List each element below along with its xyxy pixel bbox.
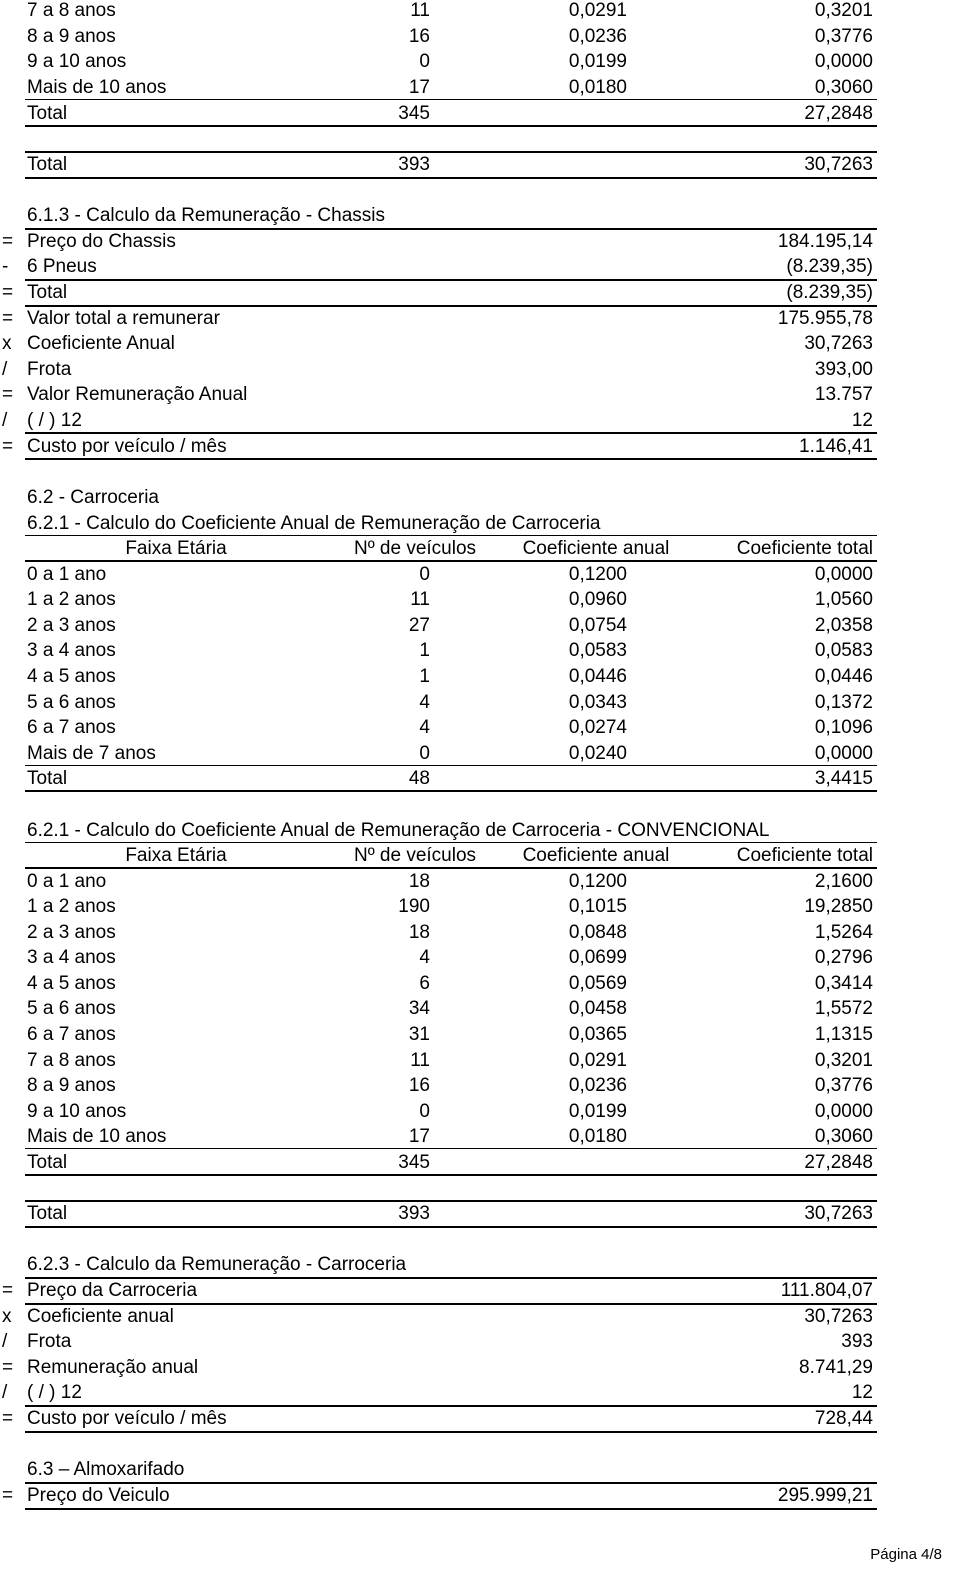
section-title-text: 6.3 – Almoxarifado: [27, 1459, 185, 1480]
row-label: 6 a 7 anos: [27, 1024, 116, 1045]
row-coef-total: 0,0000: [814, 51, 873, 72]
table-row: [0, 75, 960, 100]
section-title: [0, 1457, 960, 1482]
row-coef-anual: 0,0754: [568, 615, 627, 636]
row-label: 7 a 8 anos: [27, 1050, 116, 1071]
operator: x: [2, 333, 12, 354]
calc-value: 175.955,78: [777, 308, 873, 329]
row-coef-anual: 0,1015: [568, 896, 627, 917]
table-row: [0, 49, 960, 74]
row-count: 31: [408, 1024, 430, 1045]
table-row: [0, 971, 960, 996]
row-coef-anual: 0,0365: [568, 1024, 627, 1045]
row-label: 3 a 4 anos: [27, 947, 116, 968]
table-row: [0, 690, 960, 715]
divider: [25, 1508, 877, 1510]
row-coef-anual: 0,0180: [568, 77, 627, 98]
column-header: Coeficiente anual: [522, 845, 670, 866]
calc-line: [0, 1483, 960, 1508]
row-label: 1 a 2 anos: [27, 589, 116, 610]
row-coef-total: 1,5572: [814, 998, 873, 1019]
calc-line: [0, 1304, 960, 1329]
row-count: 4: [419, 692, 430, 713]
grand-total-row: [0, 1201, 960, 1226]
total-label: Total: [27, 154, 68, 175]
divider: [25, 99, 877, 100]
row-label: Mais de 10 anos: [27, 1126, 167, 1147]
row-count: 0: [419, 1101, 430, 1122]
operator: /: [2, 359, 8, 380]
calc-value: 8.741,29: [799, 1357, 873, 1378]
operator: /: [2, 410, 8, 431]
section-title-text: 6.2.3 - Calculo da Remuneração - Carroceria: [27, 1254, 407, 1275]
section-title-text: 6.2 - Carroceria: [27, 487, 159, 508]
calc-line: [0, 357, 960, 382]
operator: =: [2, 282, 14, 303]
row-count: 4: [419, 947, 430, 968]
row-label: 7 a 8 anos: [27, 0, 116, 21]
table-row: [0, 920, 960, 945]
column-header: Nº de veículos: [353, 538, 477, 559]
row-coef-total: 0,3060: [814, 77, 873, 98]
operator: =: [2, 308, 14, 329]
table-row: [0, 562, 960, 587]
calc-line: [0, 1355, 960, 1380]
table-row: [0, 715, 960, 740]
row-count: 16: [408, 26, 430, 47]
total-count: 345: [398, 1152, 430, 1173]
operator: =: [2, 436, 14, 457]
row-coef-anual: 0,0458: [568, 998, 627, 1019]
table-row: [0, 741, 960, 766]
row-coef-anual: 0,0446: [568, 666, 627, 687]
operator: =: [2, 231, 14, 252]
divider: [25, 125, 877, 127]
row-count: 0: [419, 564, 430, 585]
total-label: Total: [27, 1203, 68, 1224]
row-count: 6: [419, 973, 430, 994]
table-row: [0, 1099, 960, 1124]
column-header: Coeficiente total: [736, 845, 873, 866]
divider: [25, 1174, 877, 1176]
calc-line: [0, 1278, 960, 1303]
calc-label: Remuneração anual: [27, 1357, 199, 1378]
row-label: 8 a 9 anos: [27, 1075, 116, 1096]
calc-label: Custo por veículo / mês: [27, 436, 227, 457]
calc-value: 12: [851, 410, 873, 431]
divider: [25, 458, 877, 460]
row-label: 8 a 9 anos: [27, 26, 116, 47]
calc-label: Preço do Veiculo: [27, 1485, 170, 1506]
row-coef-total: 0,0000: [814, 1101, 873, 1122]
row-label: 9 a 10 anos: [27, 1101, 127, 1122]
calc-label: Valor Remuneração Anual: [27, 384, 248, 405]
section-title: [0, 511, 960, 536]
calc-label: ( / ) 12: [27, 410, 82, 431]
row-label: 6 a 7 anos: [27, 717, 116, 738]
row-count: 1: [419, 640, 430, 661]
row-count: 11: [410, 1050, 430, 1071]
calc-value: (8.239,35): [786, 282, 873, 303]
row-count: 0: [419, 743, 430, 764]
table-row: [0, 587, 960, 612]
row-count: 16: [408, 1075, 430, 1096]
page-number: Página 4/8: [870, 1546, 942, 1563]
row-coef-total: 19,2850: [804, 896, 873, 917]
row-coef-total: 1,1315: [814, 1024, 873, 1045]
row-coef-total: 0,3201: [814, 0, 873, 21]
total-label: Total: [27, 768, 68, 789]
row-label: 3 a 4 anos: [27, 640, 116, 661]
row-coef-total: 0,3414: [814, 973, 873, 994]
calc-label: Total: [27, 282, 68, 303]
total-coef: 30,7263: [804, 1203, 873, 1224]
operator: =: [2, 384, 14, 405]
calc-label: Frota: [27, 1331, 72, 1352]
row-coef-total: 0,3060: [814, 1126, 873, 1147]
row-count: 27: [408, 615, 430, 636]
row-label: 0 a 1 ano: [27, 871, 107, 892]
calc-value: 295.999,21: [777, 1485, 873, 1506]
row-coef-total: 0,2796: [814, 947, 873, 968]
column-header: Nº de veículos: [353, 845, 477, 866]
row-label: 0 a 1 ano: [27, 564, 107, 585]
table-row: [0, 24, 960, 49]
calc-label: ( / ) 12: [27, 1382, 82, 1403]
calc-line: [0, 280, 960, 305]
table-row: [0, 1022, 960, 1047]
total-coef: 27,2848: [804, 1152, 873, 1173]
section-title-text: 6.2.1 - Calculo do Coeficiente Anual de Remuneração de Carroceria: [27, 513, 601, 534]
total-label: Total: [27, 1152, 68, 1173]
calc-line: [0, 434, 960, 459]
section-title: [0, 203, 960, 228]
table-row: [0, 1048, 960, 1073]
row-coef-anual: 0,0699: [568, 947, 627, 968]
calc-label: 6 Pneus: [27, 256, 97, 277]
table-row: [0, 638, 960, 663]
calc-value: 393,00: [814, 359, 873, 380]
grand-total-row: [0, 152, 960, 177]
calc-line: [0, 306, 960, 331]
total-row: [0, 766, 960, 791]
section-title-text: 6.2.1 - Calculo do Coeficiente Anual de Remuneração de Carroceria - CONVENCIONAL: [27, 820, 770, 841]
row-coef-total: 2,1600: [814, 871, 873, 892]
row-coef-anual: 0,0180: [568, 1126, 627, 1147]
calc-line: [0, 1329, 960, 1354]
table-row: [0, 996, 960, 1021]
total-count: 345: [398, 103, 430, 124]
row-count: 0: [419, 51, 430, 72]
calc-value: 111.804,07: [780, 1280, 873, 1301]
row-coef-total: 1,5264: [814, 922, 873, 943]
row-count: 190: [398, 896, 430, 917]
calc-value: 728,44: [814, 1408, 873, 1429]
total-row: [0, 101, 960, 126]
row-label: 2 a 3 anos: [27, 922, 116, 943]
table-row: [0, 894, 960, 919]
row-coef-total: 0,1096: [814, 717, 873, 738]
row-coef-total: 0,3776: [814, 26, 873, 47]
row-coef-anual: 0,0343: [568, 692, 627, 713]
operator: =: [2, 1408, 14, 1429]
row-coef-anual: 0,0291: [568, 0, 627, 21]
calc-label: Coeficiente anual: [27, 1306, 174, 1327]
row-coef-total: 0,0000: [814, 564, 873, 585]
row-label: 2 a 3 anos: [27, 615, 116, 636]
row-coef-anual: 0,0236: [568, 1075, 627, 1096]
column-header: Coeficiente anual: [522, 538, 670, 559]
row-coef-anual: 0,0848: [568, 922, 627, 943]
total-label: Total: [27, 103, 68, 124]
row-coef-anual: 0,0960: [568, 589, 627, 610]
row-coef-anual: 0,0569: [568, 973, 627, 994]
total-count: 393: [398, 154, 430, 175]
row-count: 11: [410, 0, 430, 21]
operator: /: [2, 1331, 8, 1352]
row-coef-total: 1,0560: [814, 589, 873, 610]
calc-value: 30,7263: [804, 1306, 873, 1327]
calc-line: [0, 331, 960, 356]
section-title: [0, 818, 960, 843]
row-label: 9 a 10 anos: [27, 51, 127, 72]
table-row: [0, 1073, 960, 1098]
operator: =: [2, 1485, 14, 1506]
section-title: [0, 1252, 960, 1277]
row-count: 1: [419, 666, 430, 687]
row-coef-total: 0,1372: [814, 692, 873, 713]
table-row: [0, 0, 960, 23]
divider: [25, 790, 877, 792]
row-label: 5 a 6 anos: [27, 692, 116, 713]
row-count: 4: [419, 717, 430, 738]
calc-line: [0, 1380, 960, 1405]
row-count: 17: [408, 77, 430, 98]
calc-line: [0, 254, 960, 279]
row-label: 1 a 2 anos: [27, 896, 116, 917]
calc-value: 30,7263: [804, 333, 873, 354]
calc-label: Preço da Carroceria: [27, 1280, 198, 1301]
calc-value: 393: [841, 1331, 873, 1352]
section-title-text: 6.1.3 - Calculo da Remuneração - Chassis: [27, 205, 386, 226]
total-count: 48: [408, 768, 430, 789]
table-row: [0, 869, 960, 894]
calc-label: Custo por veículo / mês: [27, 1408, 227, 1429]
calc-label: Preço do Chassis: [27, 231, 176, 252]
total-coef: 27,2848: [804, 103, 873, 124]
row-coef-total: 0,0000: [814, 743, 873, 764]
row-coef-anual: 0,0199: [568, 1101, 627, 1122]
calc-value: 13.757: [814, 384, 873, 405]
row-count: 18: [408, 922, 430, 943]
calc-value: 184.195,14: [777, 231, 873, 252]
row-coef-anual: 0,0236: [568, 26, 627, 47]
total-coef: 3,4415: [814, 768, 873, 789]
table-row: [0, 1124, 960, 1149]
row-coef-anual: 0,1200: [568, 871, 627, 892]
row-coef-total: 0,0583: [814, 640, 873, 661]
row-label: Mais de 10 anos: [27, 77, 167, 98]
operator: x: [2, 1306, 12, 1327]
row-count: 11: [410, 589, 430, 610]
calc-value: (8.239,35): [786, 256, 873, 277]
total-coef: 30,7263: [804, 154, 873, 175]
section-title: [0, 485, 960, 510]
row-count: 18: [408, 871, 430, 892]
table-header: [0, 843, 960, 868]
row-coef-anual: 0,0583: [568, 640, 627, 661]
operator: -: [2, 256, 9, 277]
row-coef-anual: 0,1200: [568, 564, 627, 585]
row-count: 17: [408, 1126, 430, 1147]
row-coef-anual: 0,0274: [568, 717, 627, 738]
divider: [25, 177, 877, 179]
row-count: 34: [408, 998, 430, 1019]
calc-line: [0, 408, 960, 433]
row-coef-anual: 0,0199: [568, 51, 627, 72]
row-coef-total: 2,0358: [814, 615, 873, 636]
column-header: Faixa Etária: [125, 845, 227, 866]
calc-label: Coeficiente Anual: [27, 333, 175, 354]
table-row: [0, 945, 960, 970]
column-header: Faixa Etária: [125, 538, 227, 559]
divider: [25, 1226, 877, 1228]
calc-label: Frota: [27, 359, 72, 380]
row-label: 4 a 5 anos: [27, 666, 116, 687]
calc-line: [0, 229, 960, 254]
row-coef-anual: 0,0291: [568, 1050, 627, 1071]
total-row: [0, 1150, 960, 1175]
total-count: 393: [398, 1203, 430, 1224]
operator: =: [2, 1357, 14, 1378]
row-coef-total: 0,0446: [814, 666, 873, 687]
divider: [25, 1431, 877, 1433]
row-coef-anual: 0,0240: [568, 743, 627, 764]
divider: [25, 1148, 877, 1149]
calc-label: Valor total a remunerar: [27, 308, 220, 329]
row-label: Mais de 7 anos: [27, 743, 156, 764]
row-label: 4 a 5 anos: [27, 973, 116, 994]
row-coef-total: 0,3776: [814, 1075, 873, 1096]
table-row: [0, 613, 960, 638]
row-coef-total: 0,3201: [814, 1050, 873, 1071]
table-header: [0, 536, 960, 561]
calc-line: [0, 1406, 960, 1431]
calc-value: 1.146,41: [799, 436, 873, 457]
row-label: 5 a 6 anos: [27, 998, 116, 1019]
column-header: Coeficiente total: [736, 538, 873, 559]
calc-value: 12: [851, 1382, 873, 1403]
operator: /: [2, 1382, 8, 1403]
table-row: [0, 664, 960, 689]
calc-line: [0, 382, 960, 407]
operator: =: [2, 1280, 14, 1301]
